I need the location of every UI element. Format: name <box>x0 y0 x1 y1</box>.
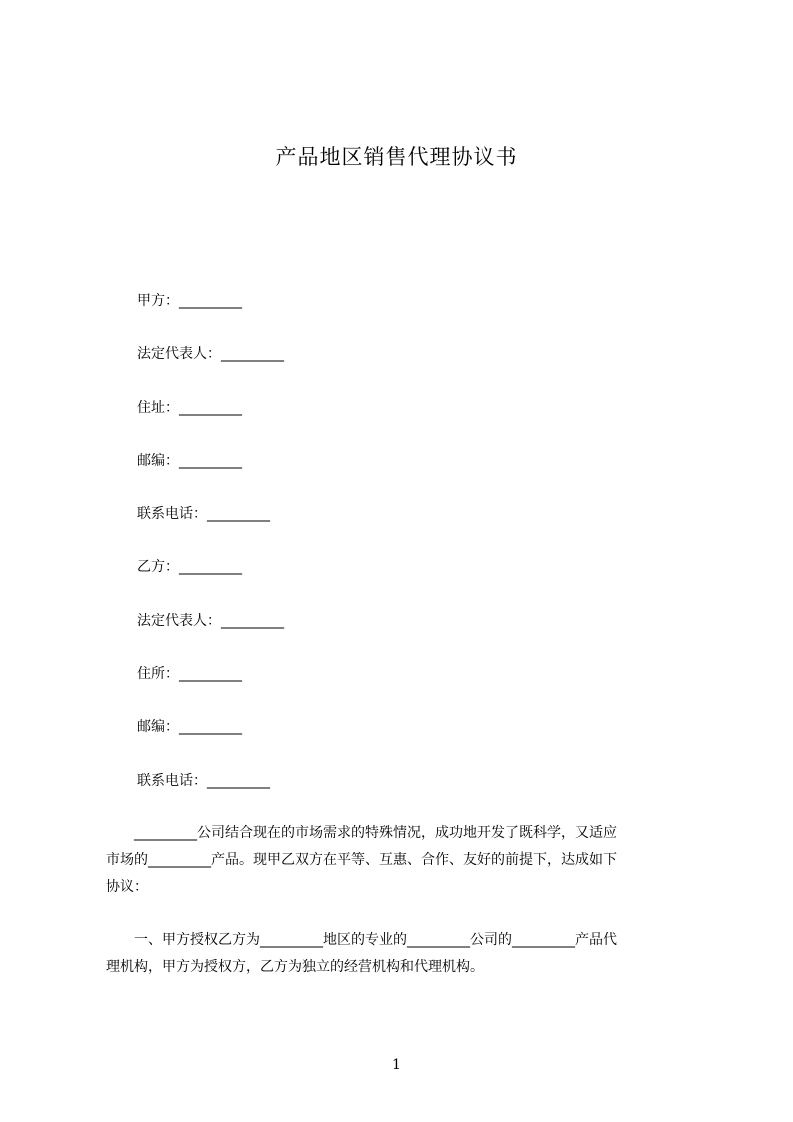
party-b-residence-field: 住所：_________ <box>137 666 242 682</box>
party-a-postcode-field: 邮编：_________ <box>137 453 242 469</box>
party-a-legal-representative-field: 法定代表人：_________ <box>137 346 284 362</box>
party-b-phone-field: 联系电话：_________ <box>137 773 270 789</box>
intro-paragraph <box>106 820 688 901</box>
clause-1-paragraph <box>106 927 688 981</box>
clause-1-line-2: 理机构，甲方为授权方，乙方为独立的经营机构和代理机构。 <box>106 959 484 975</box>
party-a-address-field: 住址：_________ <box>137 400 242 416</box>
party-a-field: 甲方：_________ <box>137 293 242 309</box>
party-b-legal-representative-field: 法定代表人：_________ <box>137 613 284 629</box>
clause-1-line-1: 一、甲方授权乙方为_________地区的专业的_________公司的_________产品代 <box>106 932 617 948</box>
document-title: 产品地区销售代理协议书 <box>275 145 518 169</box>
intro-line-3: 协议： <box>106 879 148 895</box>
intro-line-2: 市场的_________产品。现甲乙双方在平等、互惠、合作、友好的前提下，达成如下 <box>106 852 617 868</box>
party-a-phone-field: 联系电话：_________ <box>137 506 270 522</box>
party-b-postcode-field: 邮编：_________ <box>137 719 242 735</box>
intro-line-1: _________公司结合现在的市场需求的特殊情况，成功地开发了既科学，又适应 <box>106 825 617 841</box>
party-b-field: 乙方：_________ <box>137 559 242 575</box>
page-number: 1 <box>392 1057 401 1073</box>
